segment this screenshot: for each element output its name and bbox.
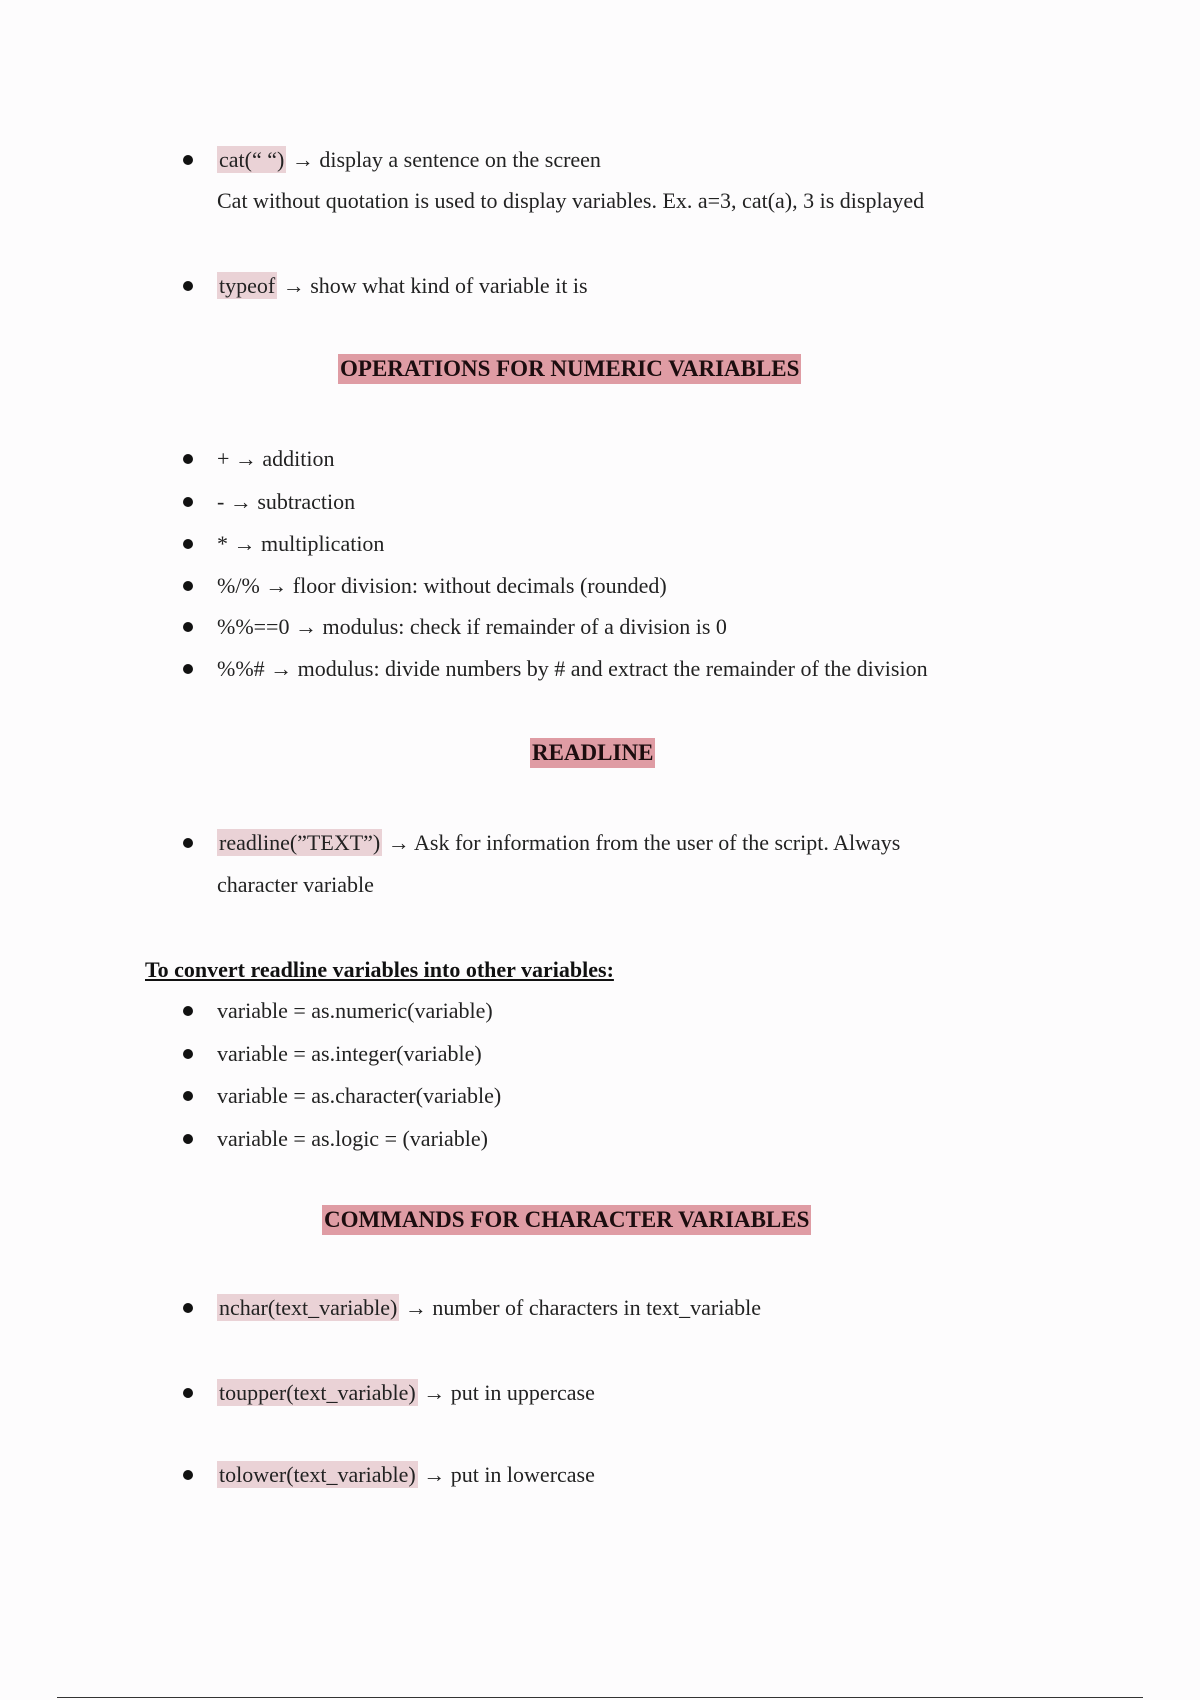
bullet xyxy=(183,664,193,674)
bullet xyxy=(183,1303,193,1313)
list-item: %%# → modulus: divide numbers by # and extract the remainder of the division xyxy=(217,656,928,681)
bullet xyxy=(183,1006,193,1016)
list-item-toupper xyxy=(217,1380,595,1406)
bullet xyxy=(183,281,193,291)
bullet xyxy=(183,1049,193,1059)
code-readline: readline(”TEXT”) xyxy=(219,830,381,855)
bullet xyxy=(183,838,193,848)
bullet xyxy=(183,497,193,507)
list-item: variable = as.numeric(variable) xyxy=(217,998,493,1023)
desc-nchar: → number of characters in text_variable xyxy=(404,1295,761,1320)
bullet xyxy=(183,1091,193,1101)
section-heading-readline: READLINE xyxy=(530,738,655,768)
desc-readline: → Ask for information from the user of the script. Always xyxy=(387,830,901,855)
code-cat: cat(“ “) xyxy=(219,147,285,172)
bullet xyxy=(183,1134,193,1144)
code-typeof: typeof xyxy=(219,273,276,298)
list-item: variable = as.character(variable) xyxy=(217,1083,502,1108)
list-item-nchar xyxy=(217,1295,761,1321)
bullet xyxy=(183,1388,193,1398)
list-item-cat xyxy=(217,147,601,173)
list-item-readline xyxy=(217,830,900,856)
bullet xyxy=(183,581,193,591)
desc-typeof: → show what kind of variable it is xyxy=(282,273,588,298)
list-item: %%==0 → modulus: check if remainder of a division is 0 xyxy=(217,614,727,639)
code-nchar: nchar(text_variable) xyxy=(219,1295,398,1320)
convert-heading: To convert readline variables into other variables: xyxy=(145,957,614,982)
bullet xyxy=(183,454,193,464)
bullet xyxy=(183,539,193,549)
list-item: + → addition xyxy=(217,446,335,471)
list-item: - → subtraction xyxy=(217,489,356,514)
note-cat: Cat without quotation is used to display variables. Ex. a=3, cat(a), 3 is displayed xyxy=(217,188,925,213)
desc-tolower: → put in lowercase xyxy=(423,1462,595,1487)
section-heading-numeric: OPERATIONS FOR NUMERIC VARIABLES xyxy=(338,354,801,384)
list-item: variable = as.integer(variable) xyxy=(217,1041,482,1066)
desc-toupper: → put in uppercase xyxy=(423,1380,595,1405)
bullet xyxy=(183,1470,193,1480)
bullet xyxy=(183,622,193,632)
readline-continuation: character variable xyxy=(217,872,374,897)
desc-cat: → display a sentence on the screen xyxy=(291,147,601,172)
list-item: * → multiplication xyxy=(217,531,385,556)
bullet xyxy=(183,155,193,165)
list-item: variable = as.logic = (variable) xyxy=(217,1126,488,1151)
code-toupper: toupper(text_variable) xyxy=(219,1380,416,1405)
code-tolower: tolower(text_variable) xyxy=(219,1462,416,1487)
bottom-rule xyxy=(57,1697,1143,1698)
list-item: %/% → floor division: without decimals (rounded) xyxy=(217,573,667,598)
section-heading-character: COMMANDS FOR CHARACTER VARIABLES xyxy=(322,1205,811,1235)
list-item-tolower xyxy=(217,1462,595,1488)
list-item-typeof xyxy=(217,273,588,299)
